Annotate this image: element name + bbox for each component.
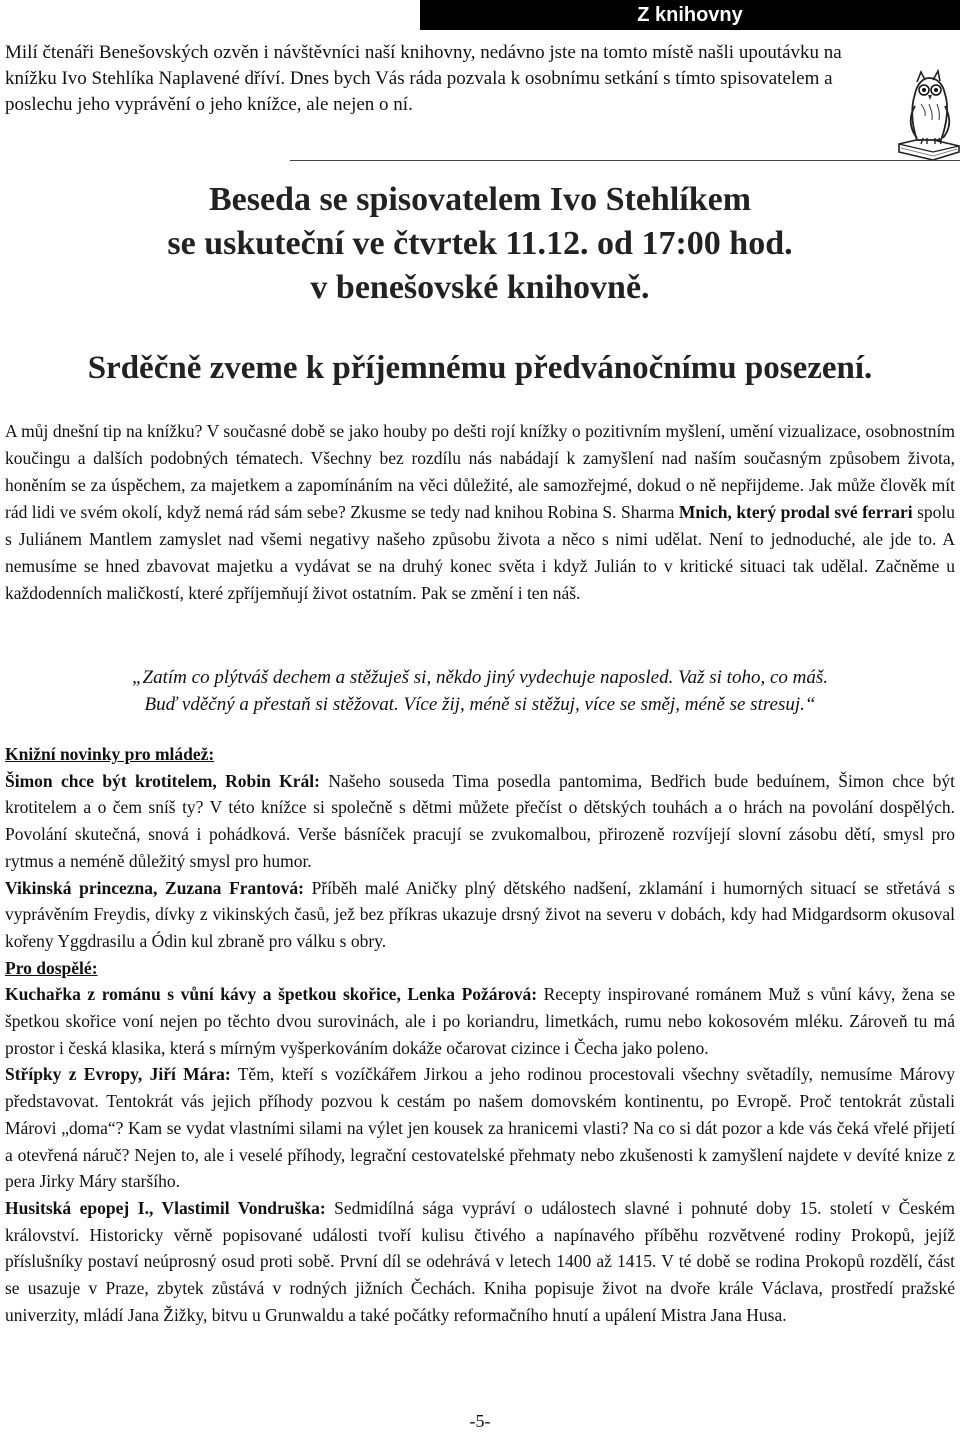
book-entry	[5, 1061, 955, 1195]
book-tip-paragraph	[5, 418, 955, 607]
tip-book-title: Mnich, který prodal své ferrari	[678, 502, 913, 522]
intro-paragraph: Milí čtenáři Benešovských ozvěn i návštěvníci naší knihovny, nedávno jste na tomto místě našli upoutávku na knížku Ivo Stehlíka Naplavené dříví. Dnes bych Vás ráda pozvala k osobnímu setkání s tímto spisovatelem a poslechu jeho vyprávění o jeho knížce, ale nejen o ní.	[5, 42, 842, 115]
tip-text-part-2: spolu s Juliánem Mantlem zamyslet nad všemi negativy našeho způsobu života a něco s nimi udělat. Není to jednoduché, ale jde to. A nemusíme se hned zbavovat majetku a vydávat se na druhý konec světa i když Julián to v kritické situaci tak udělal. Začněme u každodenních maličkostí, které zpříjemňují život ostatním. Pak se změní i ten náš.	[5, 502, 955, 603]
adult-heading: Pro dospělé:	[5, 957, 98, 978]
page-number: -5-	[469, 1411, 491, 1431]
announcement-line-1: Beseda se spisovatelem Ivo Stehlíkem	[208, 181, 752, 218]
quote-line-2: Buď vděčný a přestaň si stěžovat. Více žij, méně si stěžuj, více se směj, méně se stresuj.“	[144, 694, 816, 715]
owl-on-book-icon	[893, 68, 960, 160]
announcement-line-3: v benešovské knihovně.	[310, 269, 650, 306]
book-entry	[5, 1195, 955, 1329]
book-title: Kuchařka z románu s vůní kávy a špetkou skořice, Lenka Požárová:	[5, 984, 538, 1005]
book-entry	[5, 981, 955, 1061]
book-title: Husitská epopej I., Vlastimil Vondruška:	[5, 1197, 326, 1218]
book-description: Sedmidílná sága vypráví o událostech slavné i pohnuté doby 15. století v Českém království. Historicky věrně popisované události tvoří kulisu čtivého a napínavého příběhu rozvětvené rodiny Prokopů, jejíž příslušníky postaví neúprosný osud proti sobě. První díl se odehrává v letech 1400 až 1415. V té době se rodina Prokopů rozdělí, část se usazuje v Praze, zbytek zůstává v rodných jižních Čechách. Kniha popisuje život na dvoře krále Václava, prostředí pražské univerzity, mládí Jana Žižky, bitvu u Grunwaldu a také počátky reformačního hnutí a upálení Mistra Jana Husa.	[5, 1197, 956, 1325]
book-description: Našeho souseda Tima posedla pantomima, Bedřich bude beduínem, Šimon chce být krotitelem a o čem sníš ty? V této knížce si společně s dětmi můžete přečíst o dětských touhách a o hrách na povolání dospělých. Povolání skutečná, snová i pohádková. Verše básníček pracují se zvukomalbou, přirozeně rozvíjejí slovní zásobu dětí, smysl pro rytmus a neméně důležitý smysl pro humor.	[5, 770, 956, 871]
invitation-line: Srděčně zveme k příjemnému předvánočnímu posezení.	[87, 350, 873, 386]
book-description: Příběh malé Aničky plný dětského nadšení, zklamání i humorných situací se střetává s vyprávěním Freydis, dívky z vikinských časů, jež bez příkras ukazuje drsný život na severu v dobách, kdy had Midgardsorm okusoval kořeny Yggdrasilu a Ódin kul zbraně pro válku s obry.	[5, 877, 955, 951]
section-header: Z knihovny	[420, 0, 960, 30]
book-entry	[5, 875, 955, 955]
book-description: Těm, kteří s vozíčkářem Jirkou a jeho rodinou procestovali všechny světadíly, nemusíme Márovy představovat. Tentokrát vás jejich příhody pozvou k cestám po našem domovském kontinentu, po Evropě. Proč tentokrát zůstali Márovi „doma“? Kam se vydat vlastními silami na výlet jen kousek za hranicemi vlasti? Na co si dát pozor a kde vás čeká vřelé přijetí a otevřená náruč? Nejen to, ale i veselé příhody, legrační cestovatelské přehmaty nebo zkušenosti k zamyšlení najdete v devíté knize z pera Jirky Máry staršího.	[5, 1064, 955, 1192]
announcement-line-2: se uskuteční ve čtvrtek 11.12. od 17:00 hod.	[167, 225, 793, 262]
youth-heading: Knižní novinky pro mládež:	[5, 744, 215, 764]
book-entry	[5, 768, 955, 875]
event-announcement	[0, 178, 960, 310]
quote-line-1: „Zatím co plýtváš dechem a stěžuješ si, někdo jiný vydechuje naposled. Važ si toho, co máš.	[131, 667, 828, 688]
new-books-section	[5, 741, 955, 1328]
book-title: Vikinská princezna, Zuzana Frantová:	[5, 877, 304, 898]
quote-block	[0, 664, 960, 718]
book-title: Střípky z Evropy, Jiří Mára:	[5, 1064, 231, 1085]
book-title: Šimon chce být krotitelem, Robin Král:	[5, 770, 320, 791]
tip-text-part-1: A můj dnešní tip na knížku? V současné době se jako houby po dešti rojí knížky o pozitivním myšlení, umění vizualizace, osobnostním koučingu a dalších podobných tématech. Všechny bez rozdílu nás nabádají k zamyšlení nad naším současným způsobem života, honěním se za úspěchem, za majetkem a zapomínáním na věci důležité, ale samozřejmé, dokud o ně nepřijdeme. Jak může člověk mít rád lidi ve svém okolí, když nemá rád sám sebe? Zkusme se tedy nad knihou Robina S. Sharma	[5, 421, 955, 522]
book-description: Recepty inspirované románem Muž s vůní kávy, žena se špetkou skořice voní nejen po těchto dvou surovinách, ale i po koriandru, limetkách, rumu nebo kokosovém mléku. Zároveň tu má prostor i česká klasika, která s mírným vyšperkováním dokáže očarovat cizince i Čecha jako poleno.	[5, 984, 955, 1058]
divider-line	[290, 160, 960, 161]
